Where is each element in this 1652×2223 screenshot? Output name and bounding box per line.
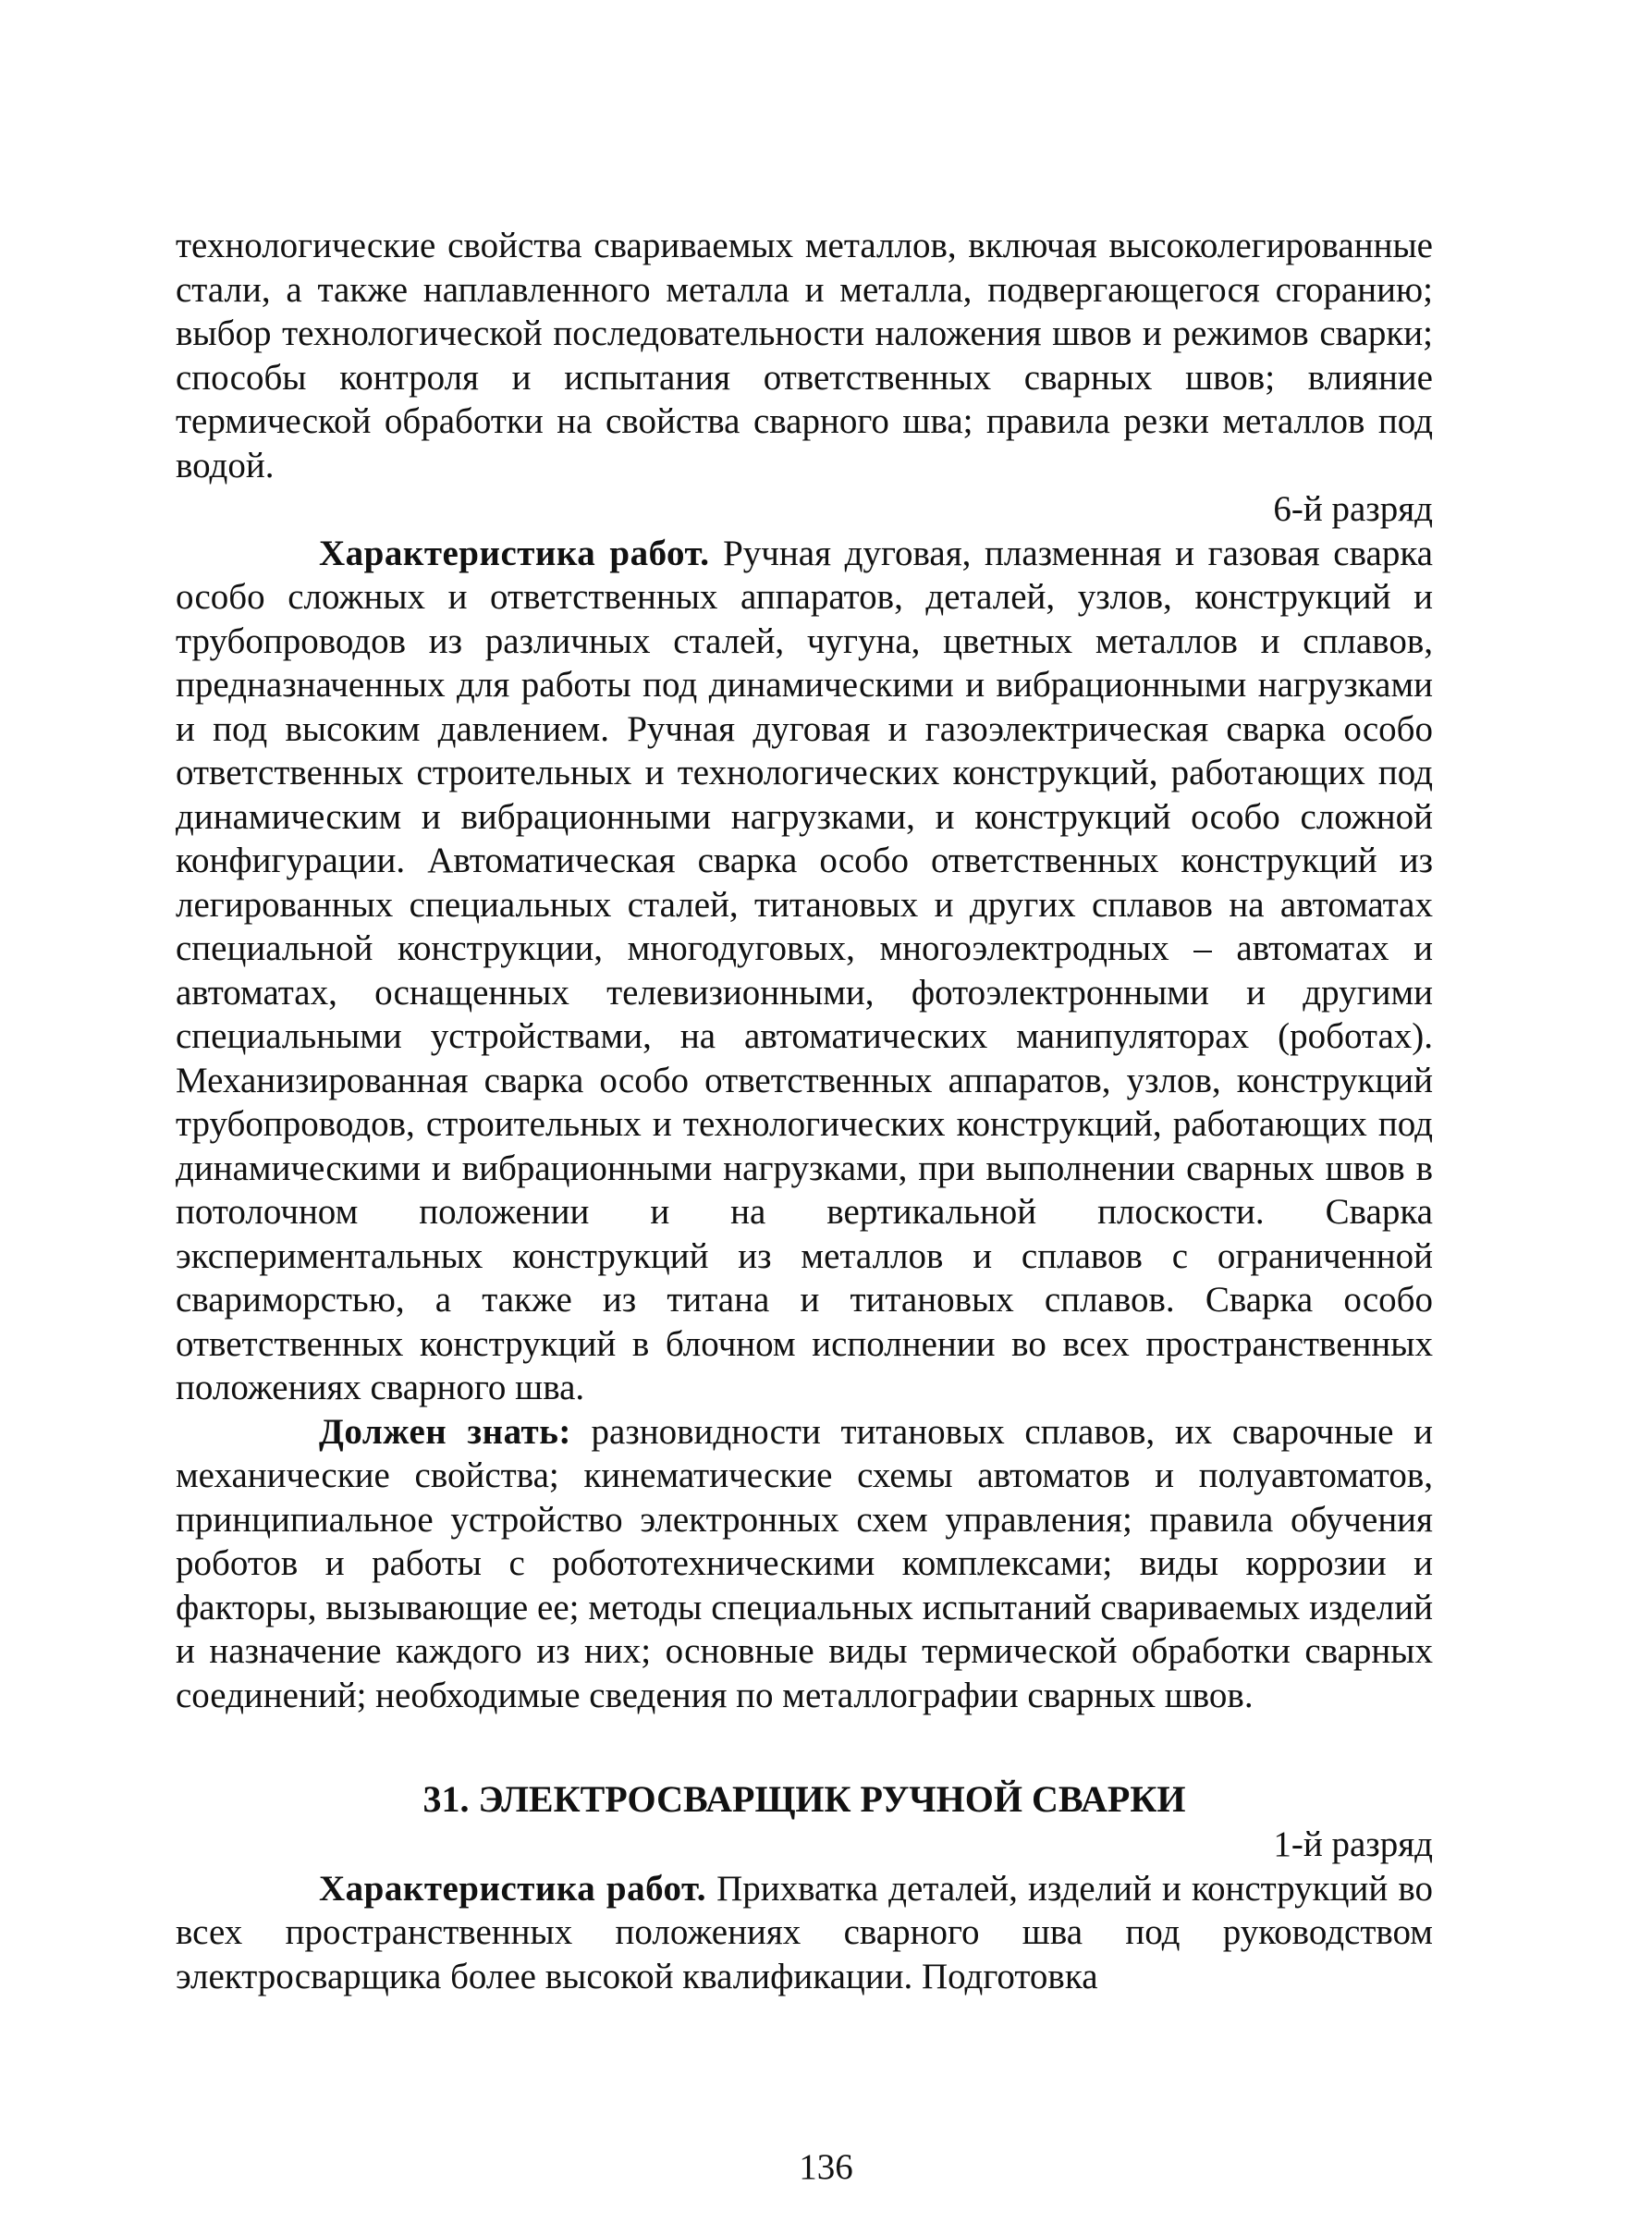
grade-1-work-characteristics — [176, 1867, 1433, 1999]
work-characteristics-term: Характеристика работ. — [319, 533, 710, 573]
section-work-term: Характеристика работ. — [319, 1868, 707, 1909]
section-title: 31. ЭЛЕКТРОСВАРЩИК РУЧНОЙ СВАРКИ — [422, 1778, 1186, 1820]
must-know-text: разновидности титановых сплавов, их сварочные и механические свойства; кинематические схемы автоматов и полуавтоматов, принципиальное устройство электронных схем управления; правила обучения роботов и работы с робототехническими комплексами; виды коррозии и факторы, вызывающие ее; методы специальных испытаний свариваемых изделий и назначение каждого из них; основные виды термической обработки сварных соединений; необходимые сведения по металлографии сварных швов. — [176, 1411, 1433, 1715]
grade-1-heading: 1-й разряд — [1273, 1824, 1433, 1864]
work-characteristics-text: Ручная дуговая, плазменная и газовая сварка особо сложных и ответственных аппаратов, деталей, узлов, конструкций и трубопроводов из различных сталей, чугуна, цветных металлов и сплавов, предназначенных для работы под динамическими и вибрационными нагрузками и под высоким давлением. Ручная дуговая и газоэлектрическая сварка особо ответственных строительных и технологических конструкций, работающих под динамическим и вибрационными нагрузками, и конструкций особо сложной конфигурации. Автоматическая сварка особо ответственных конструкций из легированных специальных сталей, титановых и других сплавов на автоматах специальной конструкции, многодуговых, многоэлектродных – автоматах и автоматах, оснащенных телевизионными, фотоэлектронными и другими специальными устройствами, на автоматических манипуляторах (роботах). Механизированная сварка особо ответственных аппаратов, узлов, конструкций трубопроводов, строительных и технологических конструкций, работающих под динамическими и вибрационными нагрузками, при выполнении сварных швов в потолочном положении и на вертикальной плоскости. Сварка экспериментальных конструкций из металлов и сплавов с ограниченной свариморстью, а также из титана и титановых сплавов. Сварка особо ответственных конструкций в блочном исполнении во всех пространственных положениях сварного шва. — [176, 533, 1433, 1407]
grade-6-must-know — [176, 1410, 1433, 1718]
page-number: 136 — [799, 2147, 853, 2187]
text-column — [176, 224, 1433, 1998]
section-work-text: Прихватка деталей, изделий и конструкций во всех пространственных положениях сварного шва под руководством электросварщика более высокой квалификации. Подготовка — [176, 1868, 1433, 1996]
must-know-term: Должен знать: — [319, 1411, 571, 1452]
continuation-paragraph: технологические свойства свариваемых металлов, включая высоколегированные стали, а также наплавленного металла и металла, подвергающегося сгоранию; выбор технологической последовательности наложения швов и режимов сварки; способы контроля и испытания ответственных сварных швов; влияние термической обработки на свойства сварного шва; правила резки металлов под водой. — [176, 226, 1433, 485]
grade-6-heading: 6-й разряд — [1273, 489, 1433, 529]
grade-6-work-characteristics — [176, 532, 1433, 1410]
